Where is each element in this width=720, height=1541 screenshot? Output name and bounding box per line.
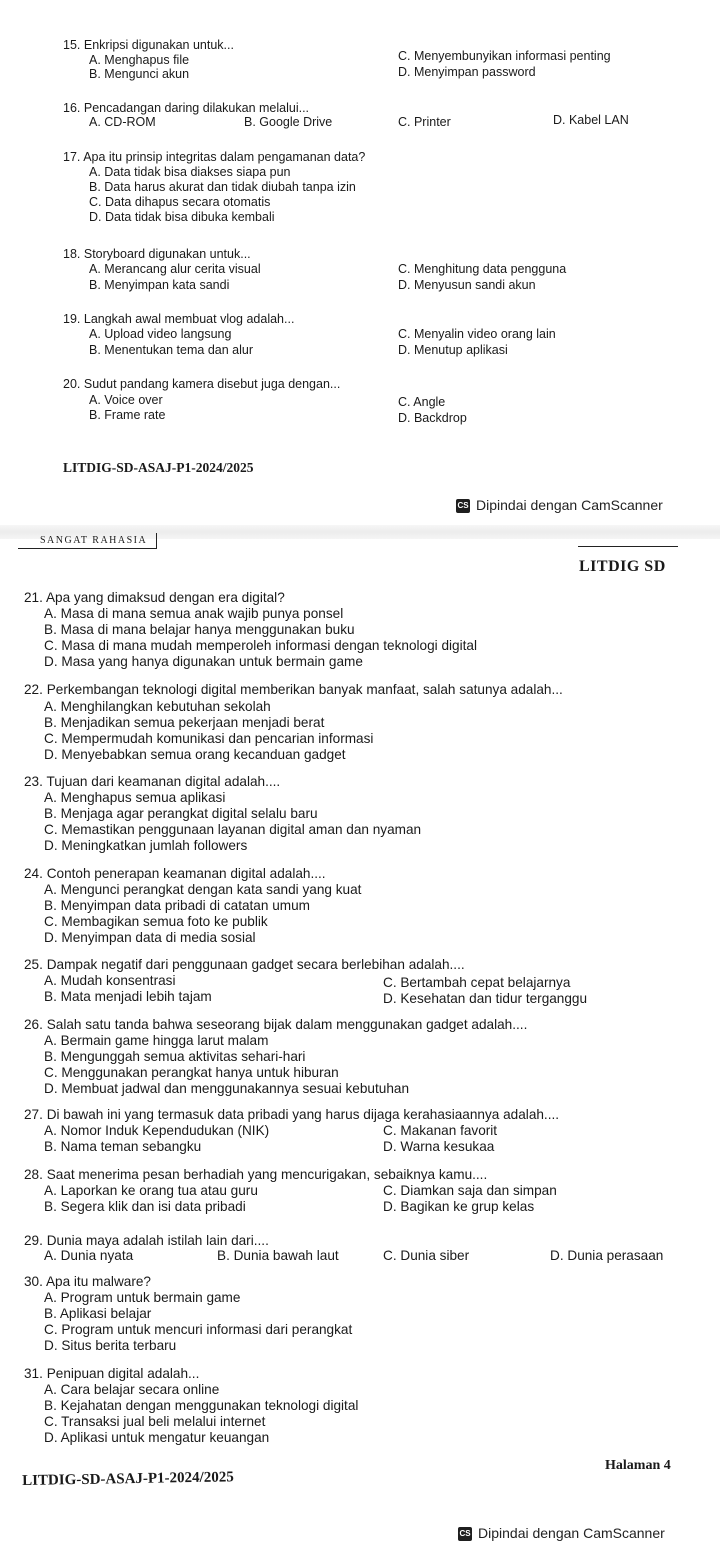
question-number: 18. — [63, 247, 81, 261]
option-d: D. Menyimpan data di media sosial — [44, 930, 256, 945]
question-text: Perkembangan teknologi digital memberikan banyak manfaat, salah satunya adalah... — [46, 682, 563, 697]
question-text: Tujuan dari keamanan digital adalah.... — [46, 774, 281, 789]
option-a: A. Menghilangkan kebutuhan sekolah — [44, 699, 271, 714]
option-d: D. Dunia perasaan — [550, 1248, 664, 1263]
option-c: C. Mempermudah komunikasi dan pencarian informasi — [44, 731, 374, 746]
question-text: Pencadangan daring dilakukan melalui... — [83, 101, 310, 115]
option-b: B. Mata menjadi lebih tajam — [44, 989, 212, 1004]
option-a: A. Menghapus file — [89, 53, 190, 67]
option-d: D. Masa yang hanya digunakan untuk bermain game — [44, 654, 363, 669]
option-d: D. Data tidak bisa dibuka kembali — [89, 210, 275, 224]
question-number: 15. — [63, 38, 81, 52]
option-c: C. Menggunakan perangkat hanya untuk hiburan — [44, 1065, 339, 1080]
question-number: 29. — [24, 1233, 43, 1248]
secret-label: SANGAT RAHASIA — [18, 533, 157, 549]
question-number: 27. — [24, 1107, 43, 1122]
option-d: D. Aplikasi untuk mengatur keuangan — [44, 1430, 270, 1445]
option-c: C. Printer — [398, 115, 451, 129]
option-c: C. Bertambah cepat belajarnya — [383, 975, 571, 990]
option-b: B. Data harus akurat dan tidak diubah tanpa izin — [89, 180, 356, 194]
question-text: Di bawah ini yang termasuk data pribadi yang harus dijaga kerahasiaannya adalah.... — [46, 1107, 560, 1122]
scanner-watermark — [0, 494, 720, 520]
question-text: Dunia maya adalah istilah lain dari.... — [46, 1233, 269, 1248]
question-text: Apa itu prinsip integritas dalam pengamanan data? — [83, 150, 366, 164]
option-d: D. Menyusun sandi akun — [398, 278, 536, 292]
question-number: 30. — [24, 1274, 43, 1289]
option-d: D. Menutup aplikasi — [398, 343, 508, 357]
question-30 — [24, 1274, 151, 1289]
option-c: C. Makanan favorit — [383, 1123, 498, 1138]
option-d: D. Bagikan ke grup kelas — [383, 1199, 535, 1214]
option-d: D. Situs berita terbaru — [44, 1338, 177, 1353]
question-20 — [63, 378, 340, 391]
question-number: 31. — [24, 1366, 43, 1381]
option-c: C. Menyembunyikan informasi penting — [398, 49, 611, 63]
question-29 — [24, 1233, 269, 1248]
question-text: Storyboard digunakan untuk... — [83, 247, 251, 261]
question-text: Langkah awal membuat vlog adalah... — [83, 312, 295, 326]
option-b: B. Masa di mana belajar hanya menggunakan buku — [44, 622, 355, 637]
scanner-watermark — [0, 1522, 720, 1541]
option-b: B. Menyimpan data pribadi di catatan umum — [44, 898, 310, 913]
question-number: 22. — [24, 682, 43, 697]
option-c: C. Memastikan penggunaan layanan digital aman dan nyaman — [44, 822, 422, 837]
question-21 — [24, 590, 285, 605]
option-a: A. Merancang alur cerita visual — [89, 262, 261, 276]
page-number: Halaman 4 — [605, 1458, 671, 1473]
camscanner-icon: CS — [456, 499, 470, 513]
option-a: A. Mudah konsentrasi — [44, 973, 176, 988]
question-15 — [63, 39, 234, 52]
question-text: Sudut pandang kamera disebut juga dengan... — [83, 377, 341, 391]
option-b: B. Google Drive — [244, 115, 333, 129]
option-d: D. Kesehatan dan tidur terganggu — [383, 991, 588, 1006]
footer-code: LITDIG-SD-ASAJ-P1-2024/2025 — [21, 1469, 234, 1489]
question-number: 16. — [63, 101, 81, 115]
option-a: A. Nomor Induk Kependudukan (NIK) — [44, 1123, 270, 1138]
option-c: C. Menyalin video orang lain — [398, 327, 556, 341]
option-d: D. Meningkatkan jumlah followers — [44, 838, 248, 853]
question-25 — [24, 957, 465, 972]
option-b: B. Mengunggah semua aktivitas sehari-hari — [44, 1049, 306, 1064]
option-a: A. Laporkan ke orang tua atau guru — [44, 1183, 258, 1198]
question-22 — [24, 682, 563, 697]
question-number: 24. — [24, 866, 43, 881]
option-b: B. Dunia bawah laut — [217, 1248, 339, 1263]
option-a: A. CD-ROM — [89, 115, 156, 129]
question-text: Apa itu malware? — [45, 1274, 151, 1289]
question-28 — [24, 1167, 487, 1182]
question-text: Penipuan digital adalah... — [46, 1366, 200, 1381]
option-b: B. Menentukan tema dan alur — [89, 343, 253, 357]
question-16 — [63, 102, 309, 115]
scanner-label: Dipindai dengan CamScanner — [478, 1525, 665, 1541]
question-text: Dampak negatif dari penggunaan gadget secara berlebihan adalah.... — [46, 957, 465, 972]
question-text: Contoh penerapan keamanan digital adalah.... — [46, 866, 326, 881]
option-b: B. Segera klik dan isi data pribadi — [44, 1199, 246, 1214]
question-text: Salah satu tanda bahwa seseorang bijak dalam menggunakan gadget adalah.... — [46, 1017, 528, 1032]
question-number: 23. — [24, 774, 43, 789]
option-d: D. Menyebabkan semua orang kecanduan gadget — [44, 747, 346, 762]
option-b: B. Menyimpan kata sandi — [89, 278, 230, 292]
question-31 — [24, 1366, 199, 1381]
option-d: D. Kabel LAN — [553, 113, 629, 127]
question-18 — [63, 248, 251, 261]
question-number: 28. — [24, 1167, 43, 1182]
option-c: C. Diamkan saja dan simpan — [383, 1183, 557, 1198]
header-title: LITDIG SD — [579, 558, 666, 575]
scanner-label: Dipindai dengan CamScanner — [476, 497, 663, 513]
option-a: A. Bermain game hingga larut malam — [44, 1033, 269, 1048]
question-number: 25. — [24, 957, 43, 972]
option-c: C. Membagikan semua foto ke publik — [44, 914, 268, 929]
question-number: 26. — [24, 1017, 43, 1032]
question-text: Saat menerima pesan berhadiah yang mencurigakan, sebaiknya kamu.... — [46, 1167, 488, 1182]
option-a: A. Masa di mana semua anak wajib punya ponsel — [44, 606, 344, 621]
option-b: B. Nama teman sebangku — [44, 1139, 202, 1154]
option-c: C. Data dihapus secara otomatis — [89, 195, 271, 209]
footer-code: LITDIG-SD-ASAJ-P1-2024/2025 — [63, 460, 254, 475]
question-number: 19. — [63, 312, 81, 326]
question-number: 21. — [24, 590, 43, 605]
option-a: A. Cara belajar secara online — [44, 1382, 220, 1397]
option-b: B. Menjaga agar perangkat digital selalu baru — [44, 806, 318, 821]
option-a: A. Voice over — [89, 393, 163, 407]
option-c: C. Menghitung data pengguna — [398, 262, 567, 276]
option-c: C. Program untuk mencuri informasi dari perangkat — [44, 1322, 353, 1337]
question-text: Enkripsi digunakan untuk... — [83, 38, 234, 52]
option-d: D. Membuat jadwal dan menggunakannya sesuai kebutuhan — [44, 1081, 410, 1096]
option-c: C. Masa di mana mudah memperoleh informasi dengan teknologi digital — [44, 638, 477, 653]
question-23 — [24, 774, 280, 789]
option-b: B. Aplikasi belajar — [44, 1306, 152, 1321]
option-c: C. Dunia siber — [383, 1248, 470, 1263]
question-27 — [24, 1107, 559, 1122]
option-a: A. Dunia nyata — [44, 1248, 134, 1263]
question-26 — [24, 1017, 527, 1032]
question-number: 20. — [63, 377, 81, 391]
option-b: B. Mengunci akun — [89, 67, 190, 81]
option-b: B. Kejahatan dengan menggunakan teknologi digital — [44, 1398, 359, 1413]
option-c: C. Transaksi jual beli melalui internet — [44, 1414, 266, 1429]
option-a: A. Menghapus semua aplikasi — [44, 790, 226, 805]
option-d: D. Warna kesukaa — [383, 1139, 495, 1154]
option-c: C. Angle — [398, 395, 446, 409]
option-a: A. Mengunci perangkat dengan kata sandi yang kuat — [44, 882, 362, 897]
option-a: A. Program untuk bermain game — [44, 1290, 241, 1305]
option-b: B. Menjadikan semua pekerjaan menjadi berat — [44, 715, 325, 730]
option-a: A. Upload video langsung — [89, 327, 232, 341]
option-d: D. Menyimpan password — [398, 65, 536, 79]
header-rule — [578, 546, 678, 547]
option-d: D. Backdrop — [398, 411, 467, 425]
question-number: 17. — [63, 150, 81, 164]
question-17 — [63, 151, 365, 164]
option-a: A. Data tidak bisa diakses siapa pun — [89, 165, 291, 179]
option-b: B. Frame rate — [89, 408, 166, 422]
camscanner-icon: CS — [458, 1527, 472, 1541]
question-24 — [24, 866, 326, 881]
question-text: Apa yang dimaksud dengan era digital? — [45, 590, 285, 605]
question-19 — [63, 313, 294, 326]
